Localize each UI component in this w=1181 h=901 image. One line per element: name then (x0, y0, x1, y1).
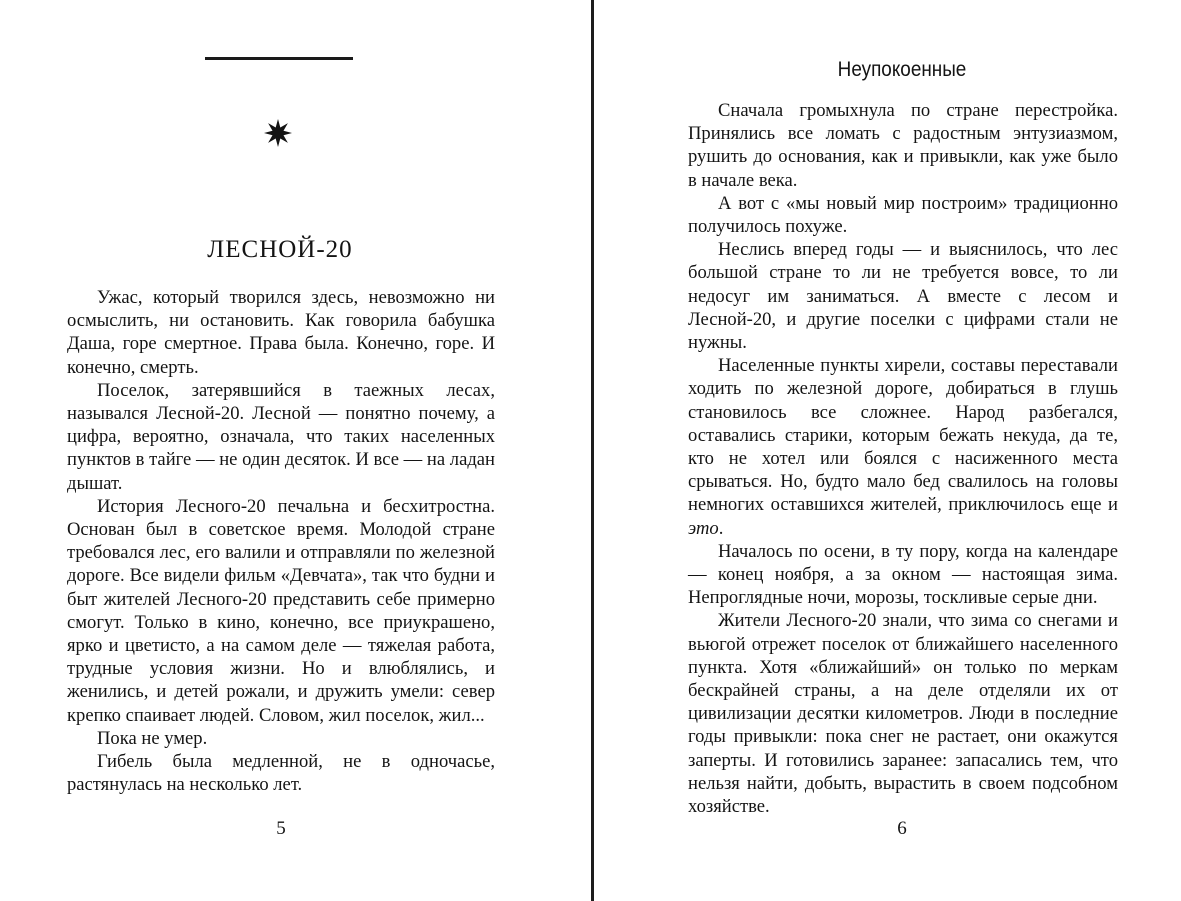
paragraph: Ужас, который творился здесь, невозможно ни осмыслить, ни остановить. Как говорила бабушка Даша, горе смертное. Права была. Конечно, горе. И конечно, смерть. (67, 287, 495, 378)
paragraph: История Лесного-20 печальна и бесхитростна. Основан был в советское время. Молодой стране требовался лес, его валили и отправляли по железной дороге. Все видели фильм «Девчата», так что будни и быт жителей Лесного-20 представить себе примерно смогут. Только в кино, конечно, все приукрашено, ярко и цветисто, а на самом деле — тяжелая работа, трудные условия жизни. Но и влюблялись, и женились, и детей рожали, и дружить умели: север крепко спаивает людей. Словом, жил поселок, жил... (67, 495, 495, 726)
paragraph: Жители Лесного-20 знали, что зима со снегами и вьюгой отрежет поселок от ближайшего населенного пункта. Хотя «ближайший» он только по меркам бескрайней страны, а на деле отделяли их от цивилизации десятки километров. Люди в последние годы привыкли: пока снег не растает, они окажутся заперты. И готовились заранее: запасались тем, что нельзя найти, добыть, вырастить в своем подсобном хозяйстве. (688, 610, 1118, 818)
paragraph: Сначала громыхнула по стране перестройка. Принялись все ломать с радостным энтузиазмом, рушить до основания, как и привыкли, как уже было в начале века. (688, 100, 1118, 191)
paragraph: Неслись вперед годы — и выяснилось, что лес большой стране то ли не требуется вовсе, то ли недосуг им заниматься. А вместе с лесом и Лесной-20, и другие поселки с цифрами стали не нужны. (688, 239, 1118, 354)
page-number: 5 (276, 818, 286, 839)
emphasis: это (688, 517, 719, 539)
paragraph: Населенные пункты хирели, составы переставали ходить по железной дороге, добираться в глушь становилось все сложнее. Народ разбегался, оставались старики, которым бежать некуда, да те, кто не хотел или боялся с насиженного места срываться. Но, будто мало бед свалилось на головы немногих оставшихся жителей, приключилось еще и это. (688, 355, 1118, 539)
paragraph: Поселок, затерявшийся в таежных лесах, назывался Лесной-20. Лесной — понятно почему, а цифра, вероятно, означала, что таких населенных пунктов в тайге — не один десяток. И все — на ладан дышат. (67, 379, 495, 494)
paragraph: Гибель была медленной, не в одночасье, растянулась на несколько лет. (67, 751, 495, 796)
right-page (597, 0, 1181, 901)
paragraph: Пока не умер. (97, 727, 208, 749)
top-rule-divider (205, 57, 353, 60)
page-number: 6 (897, 818, 907, 839)
eight-point-star-icon (263, 118, 293, 148)
running-head: Неупокоенные (837, 58, 967, 81)
right-body-text (688, 99, 1118, 818)
chapter-title: ЛЕСНОЙ-20 (207, 236, 353, 263)
paragraph: Началось по осени, в ту пору, когда на календаре — конец ноября, а за окном — настоящая зима. Непроглядные ночи, морозы, тоскливые серые дни. (688, 540, 1118, 609)
book-spine-gutter (591, 0, 594, 901)
paragraph: А вот с «мы новый мир построим» традиционно получилось похуже. (688, 192, 1118, 238)
left-body-text (67, 286, 495, 796)
